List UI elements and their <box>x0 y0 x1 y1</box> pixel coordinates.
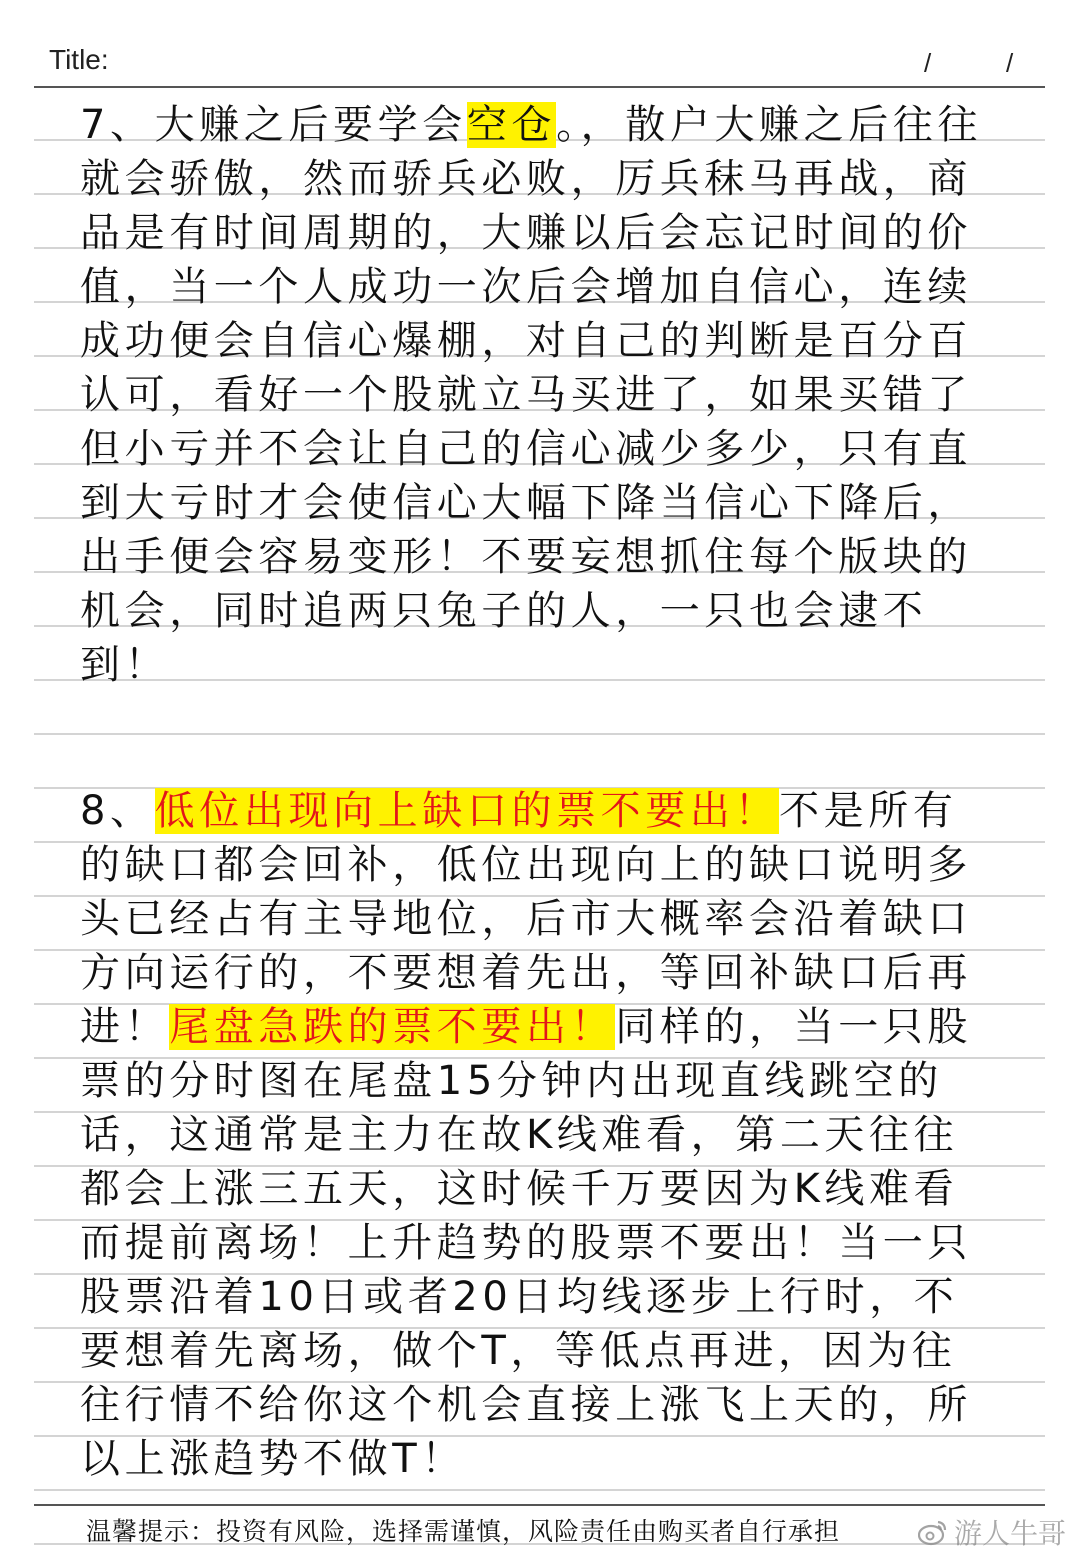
page-margin-right <box>1045 0 1077 1555</box>
watermark <box>918 1512 1066 1552</box>
highlight-keyword: 空仓 <box>466 102 557 148</box>
tip-text: 。，散户大赚之后往往就会骄傲，然而骄兵必败，厉兵秣马再战，商品是有时间周期的，大赚以后会忘记时间的价值，当一个人成功一次后会增加自信心，连续成功便会自信心爆棚，对自己的判断是百分百认可，看好一个股就立马买进了，如果买错了但小亏并不会让自己的信心减少多少，只有直到大亏时才会使信心大幅下降当信心下降后，出手便会容易变形！不要妄想抓住每个版块的机会，同时追两只兔子的人，一只也会逮不到！ <box>80 102 983 688</box>
tip-section-8 <box>80 784 1000 1486</box>
tip-text: 大赚之后要学会 <box>154 102 467 148</box>
disclaimer-text: 温馨提示：投资有风险，选择需谨慎，风险责任由购买者自行承担 <box>86 1517 841 1546</box>
highlight-phrase: 低位出现向上缺口的票不要出！ <box>154 788 780 834</box>
date-slash: / <box>1006 48 1014 78</box>
highlight-phrase: 尾盘急跌的票不要出！ <box>169 1004 616 1050</box>
page-margin-left <box>0 0 34 1555</box>
date-slash: / <box>924 48 932 78</box>
tip-paragraph <box>80 98 1000 692</box>
tip-text: 同样的，当一只股票的分时图在尾盘15分钟内出现直线跳空的话，这通常是主力在故K线难看，第二天往往都会上涨三五天，这时候千万要因为K线难看而提前离场！上升趋势的股票不要出！当一只股票沿着10日或者20日均线逐步上行时，不要想着先离场，做个T，等低点再进，因为往往行情不给你这个机会直接上涨飞上天的，所以上涨趋势不做T！ <box>80 1004 973 1482</box>
tip-number: 8、 <box>80 788 155 834</box>
tip-section-7 <box>80 98 1000 692</box>
title-label: Title: <box>49 44 109 75</box>
tip-text: 不是所有的缺口都会回补，低位出现向上的缺口说明多头已经占有主导地位，后市大概率会沿着缺口方向运行的，不要想着先出，等回补缺口后再进！ <box>80 788 972 1050</box>
tip-paragraph <box>80 784 1000 1486</box>
header-divider <box>34 86 1045 88</box>
footer-divider <box>34 1504 1045 1506</box>
watermark-text: 游人牛哥 <box>954 1517 1067 1550</box>
page-header <box>34 0 1045 88</box>
tip-number: 7、 <box>80 102 155 148</box>
weibo-icon <box>918 1518 948 1546</box>
